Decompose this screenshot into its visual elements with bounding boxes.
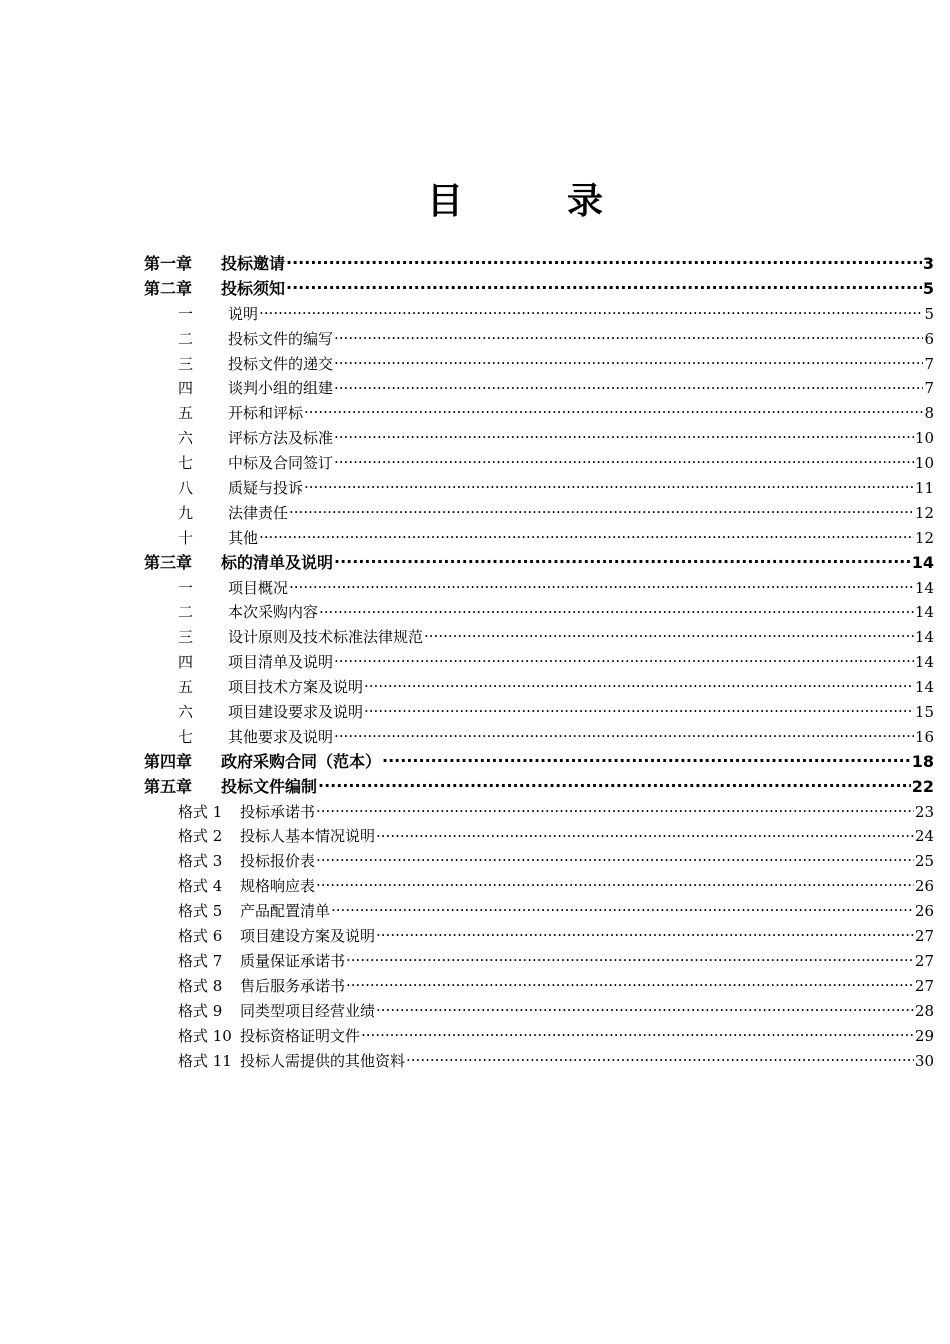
toc-entry-page-number: 27 [914, 951, 934, 970]
toc-entry-page-number: 5 [924, 304, 934, 323]
toc-entry-section[interactable] [144, 625, 934, 650]
toc-entry-page-number: 15 [914, 703, 934, 722]
toc-entry-chapter[interactable] [144, 551, 934, 576]
toc-dot-leader [334, 552, 911, 568]
toc-entry-label: 投标邀请 [221, 254, 286, 273]
toc-dot-leader [286, 278, 922, 294]
toc-entry-page-number: 26 [914, 877, 934, 896]
toc-entry-format[interactable] [144, 999, 934, 1024]
toc-entry-number: 七 [178, 454, 194, 473]
toc-entry-section[interactable] [144, 376, 934, 401]
toc-entry-page-number: 8 [924, 404, 934, 423]
toc-entry-page-number: 29 [914, 1026, 934, 1045]
toc-entry-label: 投标承诺书 [240, 802, 316, 821]
toc-dot-leader [364, 702, 914, 717]
toc-entry-number: 格式 2 [178, 827, 223, 846]
toc-entry-number: 格式 6 [178, 927, 223, 946]
toc-entry-label: 其他 [228, 528, 259, 547]
toc-entry-number: 三 [178, 354, 194, 373]
toc-entry-page-number: 14 [914, 578, 934, 597]
toc-entry-number: 八 [178, 479, 194, 498]
toc-title-char-2: 录 [567, 181, 604, 222]
toc-entry-page-number: 3 [922, 254, 934, 273]
toc-entry-format[interactable] [144, 924, 934, 949]
toc-entry-label: 谈判小组的组建 [228, 379, 334, 398]
toc-entry-page-number: 14 [914, 678, 934, 697]
toc-dot-leader [346, 976, 914, 991]
toc-entry-page-number: 18 [911, 751, 934, 771]
toc-dot-leader [334, 428, 914, 443]
toc-entry-number: 四 [178, 653, 194, 672]
toc-entry-number: 十 [178, 528, 194, 547]
toc-dot-leader [382, 751, 911, 767]
toc-entry-number: 第三章 [144, 552, 193, 572]
toc-entry-label: 项目概况 [228, 578, 289, 597]
toc-dot-leader [334, 378, 923, 393]
toc-dot-leader [346, 951, 914, 966]
toc-entry-label: 同类型项目经营业绩 [240, 1001, 376, 1020]
toc-entry-label: 质量保证承诺书 [240, 951, 346, 970]
toc-entry-page-number: 26 [914, 902, 934, 921]
toc-dot-leader [286, 253, 922, 269]
toc-dot-leader [376, 1001, 914, 1016]
toc-entry-label: 政府采购合同（范本） [221, 751, 382, 771]
toc-entry-format[interactable] [144, 874, 934, 899]
toc-dot-leader [334, 329, 923, 344]
toc-entry-label: 质疑与投诉 [228, 479, 304, 498]
toc-entry-section[interactable] [144, 302, 934, 327]
toc-entry-page-number: 14 [914, 603, 934, 622]
toc-entry-chapter[interactable] [144, 750, 934, 775]
toc-entry-number: 五 [178, 404, 194, 423]
toc-entry-label: 投标人基本情况说明 [240, 827, 376, 846]
toc-entry-page-number: 25 [914, 852, 934, 871]
toc-entry-label: 投标资格证明文件 [240, 1026, 361, 1045]
toc-entry-section[interactable] [144, 327, 934, 352]
toc-entry-page-number: 22 [911, 776, 934, 796]
toc-entry-label: 项目技术方案及说明 [228, 678, 364, 697]
toc-entry-page-number: 16 [914, 727, 934, 746]
toc-title [0, 178, 950, 226]
toc-entry-section[interactable] [144, 700, 934, 725]
toc-entry-label: 评标方法及标准 [228, 429, 334, 448]
toc-entry-format[interactable] [144, 899, 934, 924]
toc-entry-page-number: 14 [914, 628, 934, 647]
toc-entry-format[interactable] [144, 974, 934, 999]
toc-entry-label: 投标须知 [221, 278, 286, 298]
toc-entry-label: 设计原则及技术标准法律规范 [228, 628, 424, 647]
toc-entry-number: 格式 5 [178, 902, 223, 921]
toc-entry-section[interactable] [144, 451, 934, 476]
toc-entry-page-number: 10 [914, 429, 934, 448]
toc-entry-label: 说明 [228, 304, 259, 323]
toc-entry-label: 产品配置清单 [240, 902, 331, 921]
toc-entry-chapter[interactable] [144, 277, 934, 302]
toc-entry-page-number: 5 [922, 278, 934, 298]
toc-dot-leader [316, 851, 914, 866]
toc-dot-leader [334, 652, 914, 667]
toc-entry-number: 格式 1 [178, 802, 223, 821]
toc-entry-number: 三 [178, 628, 194, 647]
toc-entry-chapter[interactable] [144, 252, 934, 277]
toc-entry-label: 中标及合同签订 [228, 454, 334, 473]
toc-entry-section[interactable] [144, 576, 934, 601]
toc-entry-page-number: 27 [914, 976, 934, 995]
toc-dot-leader [334, 354, 923, 369]
toc-entry-section[interactable] [144, 650, 934, 675]
toc-entry-label: 投标文件的递交 [228, 354, 334, 373]
toc-entry-format[interactable] [144, 1049, 934, 1074]
toc-entry-page-number: 30 [914, 1051, 934, 1070]
toc-entry-section[interactable] [144, 675, 934, 700]
toc-entry-number: 九 [178, 503, 194, 522]
toc-entry-number: 四 [178, 379, 194, 398]
toc-dot-leader [331, 901, 914, 916]
toc-entry-page-number: 10 [914, 454, 934, 473]
toc-entry-number: 一 [178, 304, 194, 323]
toc-entry-label: 标的清单及说明 [221, 552, 334, 572]
toc-entry-number: 第一章 [144, 254, 193, 273]
toc-entry-page-number: 27 [914, 927, 934, 946]
toc-dot-leader [304, 478, 914, 493]
toc-dot-leader [316, 876, 914, 891]
toc-entry-label: 开标和评标 [228, 404, 304, 423]
toc-entry-number: 六 [178, 703, 194, 722]
toc-entry-number: 二 [178, 603, 194, 622]
toc-dot-leader [259, 304, 923, 319]
table-of-contents [144, 252, 934, 1073]
toc-entry-page-number: 12 [914, 503, 934, 522]
toc-entry-format[interactable] [144, 849, 934, 874]
toc-dot-leader [424, 627, 914, 642]
toc-dot-leader [376, 926, 914, 941]
toc-entry-label: 投标文件编制 [221, 776, 318, 796]
toc-entry-number: 第二章 [144, 278, 193, 298]
toc-entry-number: 七 [178, 727, 194, 746]
toc-entry-section[interactable] [144, 526, 934, 551]
toc-entry-label: 投标文件的编写 [228, 329, 334, 348]
toc-entry-number: 五 [178, 678, 194, 697]
toc-dot-leader [376, 826, 914, 841]
toc-entry-section[interactable] [144, 600, 934, 625]
toc-dot-leader [334, 727, 914, 742]
toc-dot-leader [318, 776, 911, 792]
toc-dot-leader [364, 677, 914, 692]
toc-entry-section[interactable] [144, 352, 934, 377]
toc-dot-leader [259, 528, 914, 543]
toc-entry-section[interactable] [144, 401, 934, 426]
toc-entry-label: 规格响应表 [240, 877, 316, 896]
toc-entry-label: 投标人需提供的其他资料 [240, 1051, 406, 1070]
toc-dot-leader [289, 503, 914, 518]
toc-entry-page-number: 14 [911, 552, 934, 572]
toc-dot-leader [361, 1026, 914, 1041]
toc-dot-leader [334, 453, 914, 468]
toc-dot-leader [319, 602, 914, 617]
toc-entry-format[interactable] [144, 824, 934, 849]
toc-entry-label: 法律责任 [228, 503, 289, 522]
toc-entry-format[interactable] [144, 800, 934, 825]
toc-entry-label: 售后服务承诺书 [240, 976, 346, 995]
toc-entry-format[interactable] [144, 949, 934, 974]
toc-entry-page-number: 24 [914, 827, 934, 846]
toc-entry-number: 格式 4 [178, 877, 223, 896]
toc-dot-leader [304, 403, 923, 418]
toc-entry-label: 本次采购内容 [228, 603, 319, 622]
toc-entry-number: 格式 8 [178, 976, 223, 995]
toc-entry-page-number: 7 [924, 379, 934, 398]
toc-dot-leader [316, 802, 914, 817]
toc-entry-page-number: 11 [914, 479, 934, 498]
toc-entry-section[interactable] [144, 501, 934, 526]
toc-title-char-1: 目 [426, 181, 463, 222]
toc-entry-label: 项目建设要求及说明 [228, 703, 364, 722]
toc-entry-page-number: 14 [914, 653, 934, 672]
toc-entry-section[interactable] [144, 725, 934, 750]
toc-entry-format[interactable] [144, 1024, 934, 1049]
toc-entry-number: 二 [178, 329, 194, 348]
toc-entry-chapter[interactable] [144, 775, 934, 800]
toc-entry-number: 一 [178, 578, 194, 597]
toc-entry-number: 格式 3 [178, 852, 223, 871]
toc-entry-number: 格式 9 [178, 1001, 223, 1020]
toc-entry-page-number: 23 [914, 802, 934, 821]
toc-entry-number: 六 [178, 429, 194, 448]
toc-entry-section[interactable] [144, 426, 934, 451]
toc-dot-leader [406, 1051, 914, 1066]
toc-entry-label: 投标报价表 [240, 852, 316, 871]
toc-entry-section[interactable] [144, 476, 934, 501]
toc-entry-number: 格式 7 [178, 951, 223, 970]
toc-entry-number: 第五章 [144, 776, 193, 796]
toc-entry-number: 格式 10 [178, 1026, 232, 1045]
toc-entry-page-number: 12 [914, 528, 934, 547]
toc-entry-number: 第四章 [144, 751, 193, 771]
toc-entry-label: 项目清单及说明 [228, 653, 334, 672]
toc-entry-number: 格式 11 [178, 1051, 232, 1070]
toc-entry-label: 项目建设方案及说明 [240, 927, 376, 946]
toc-entry-page-number: 7 [924, 354, 934, 373]
toc-entry-page-number: 6 [924, 329, 934, 348]
toc-entry-label: 其他要求及说明 [228, 727, 334, 746]
toc-dot-leader [289, 578, 914, 593]
toc-entry-page-number: 28 [914, 1001, 934, 1020]
